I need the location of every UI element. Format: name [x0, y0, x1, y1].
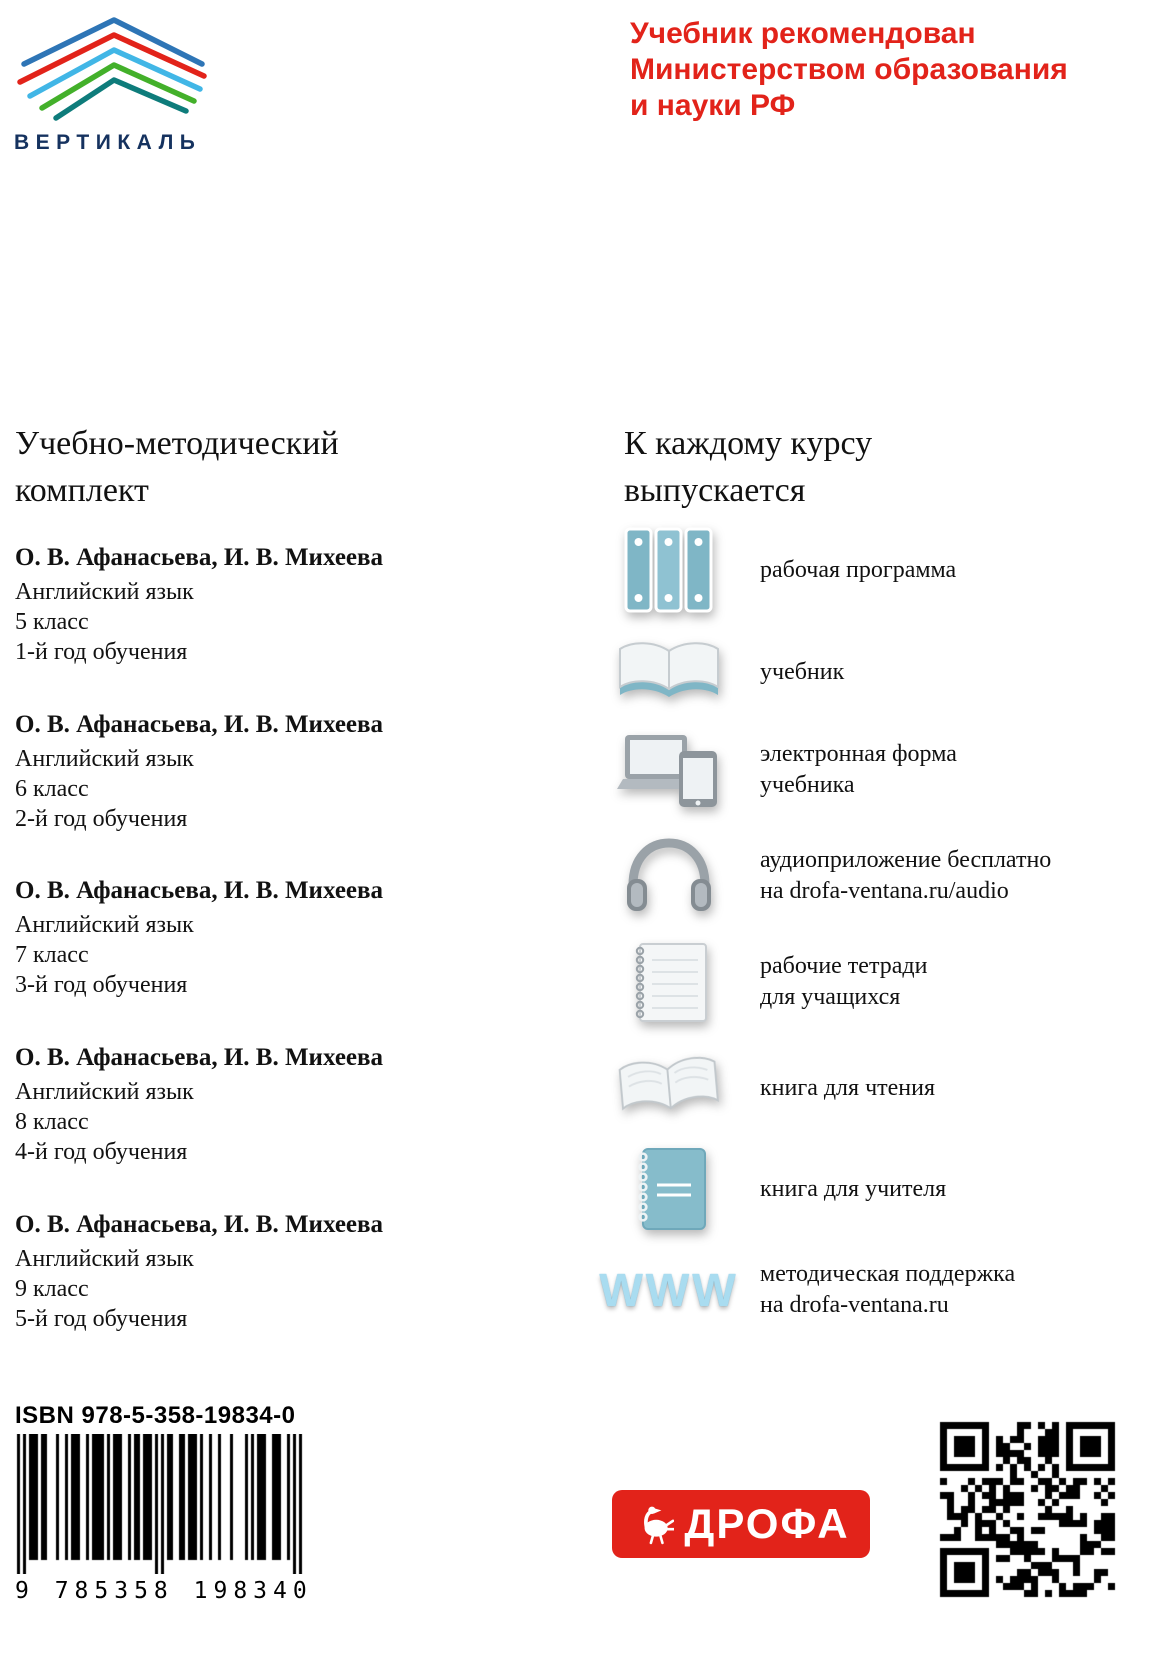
course-item-label: рабочая программа [760, 556, 957, 583]
book-year: 4-й год обучения [15, 1139, 188, 1165]
course-item-label: аудиоприложение бесплатно на drofa-ventana.ru/audio [760, 846, 1052, 904]
recommendation-line: и науки РФ [630, 89, 796, 122]
book-year: 1-й год обучения [15, 639, 188, 665]
publisher-name: ДРОФА [684, 1500, 850, 1547]
course-item-label: электронная форма учебника [760, 740, 957, 798]
heading-line: Учебно-методический [15, 425, 339, 462]
course-item [608, 936, 927, 1028]
www-icon: WWW [599, 1264, 739, 1316]
course-item-label: рабочие тетради для учащихся [760, 953, 928, 1010]
book-subject: Английский язык [15, 579, 194, 605]
book-authors: О. В. Афанасьева, И. В. Михеева [15, 1211, 384, 1238]
left-column-heading [15, 420, 339, 514]
course-item-label: методическая поддержка на drofa-ventana.ru [760, 1261, 1016, 1318]
course-item [608, 828, 1051, 923]
vertikal-brand-text: ВЕРТИКАЛЬ [14, 131, 202, 154]
qr-code [938, 1420, 1118, 1600]
course-item [608, 722, 957, 817]
book-authors: О. В. Афанасьева, И. В. Михеева [15, 544, 384, 571]
course-item-label: книга для учителя [760, 1176, 947, 1202]
recommendation-line: Министерством образования [630, 53, 1068, 86]
book-authors: О. В. Афанасьева, И. В. Михеева [15, 877, 384, 904]
textbook-icon [608, 637, 730, 707]
book-grade: 6 класс [15, 776, 89, 802]
drofa-publisher-logo [612, 1490, 870, 1558]
book-year: 5-й год обучения [15, 1306, 188, 1332]
recommendation-line: Учебник рекомендован [630, 17, 976, 50]
reading-book-icon [608, 1054, 730, 1122]
heading-line: выпускается [624, 472, 806, 509]
course-item [608, 634, 844, 710]
teacher-book-icon [608, 1145, 730, 1235]
devices-icon [608, 727, 730, 812]
book-subject: Английский язык [15, 1246, 194, 1272]
barcode-image [15, 1434, 305, 1574]
book-item [15, 543, 383, 667]
course-item [608, 1142, 946, 1237]
course-item-label: учебник [760, 658, 845, 685]
book-subject: Английский язык [15, 1079, 194, 1105]
course-item [608, 1044, 935, 1132]
book-year: 3-й год обучения [15, 972, 188, 998]
binders-icon [608, 523, 730, 618]
ministry-recommendation [630, 16, 1068, 124]
vertikal-logo [14, 12, 224, 155]
book-grade: 7 класс [15, 942, 89, 968]
book-item [15, 710, 383, 834]
heading-line: комплект [15, 472, 149, 509]
right-column-heading [624, 420, 872, 514]
course-item [608, 518, 956, 622]
book-grade: 5 класс [15, 609, 89, 635]
book-authors: О. В. Афанасьева, И. В. Михеева [15, 711, 384, 738]
book-grade: 8 класс [15, 1109, 89, 1135]
book-grade: 9 класс [15, 1276, 89, 1302]
workbook-icon [608, 940, 730, 1025]
book-year: 2-й год обучения [15, 806, 188, 832]
book-subject: Английский язык [15, 912, 194, 938]
isbn-label: ISBN 978-5-358-19834-0 [15, 1402, 296, 1429]
book-subject: Английский язык [15, 746, 194, 772]
course-item [599, 1254, 1016, 1326]
drofa-bird-icon [632, 1503, 674, 1545]
book-item [15, 1210, 383, 1334]
book-item [15, 1043, 383, 1167]
headphones-icon [608, 833, 730, 918]
barcode-digits: 9 785358 198340 [15, 1578, 313, 1604]
heading-line: К каждому курсу [624, 425, 873, 462]
book-item [15, 876, 383, 1000]
book-authors: О. В. Афанасьева, И. В. Михеева [15, 1044, 384, 1071]
course-item-label: книга для чтения [760, 1074, 936, 1101]
vertikal-chevrons-icon [14, 12, 209, 122]
